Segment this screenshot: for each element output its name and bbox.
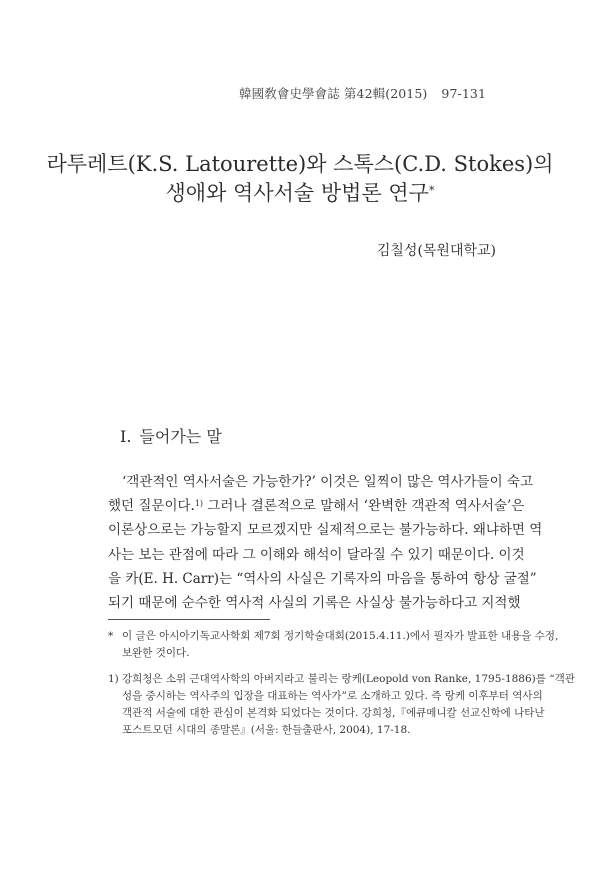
footnote	[108, 628, 559, 662]
footnote-divider	[108, 619, 270, 620]
journal-name: 韓國敎會史學會誌 第42輯(2015)	[239, 86, 428, 101]
section-title: 들어가는 말	[139, 427, 222, 446]
footnote-line: 보완한 것이다.	[122, 647, 190, 659]
body-line: 되기 때문에 순수한 역사적 사실의 기록은 사실상 불가능하다고 지적했	[108, 595, 521, 612]
footnote-line: 포스트모던 시대의 종말론』(서울: 한들출판사, 2004), 17-18.	[122, 724, 411, 736]
body-line: ‘객관적인 역사서술은 가능한가?’ 이것은 일찍이 많은 역사가들이 숙고	[122, 474, 534, 490]
body-paragraph	[108, 470, 543, 615]
footnote-line: 강희청은 소위 근대역사학의 아버지라고 불리는 랑케(Leopold von Ranke, 1795-1886)를 “객관	[122, 673, 575, 685]
footnote-line: 객관적 서술에 대한 관심이 본격화 되었다는 것이다. 강희청,『에큐메니칼 선교신학에 나타난	[122, 707, 545, 719]
body-line: 을 카(E. H. Carr)는 “역사의 사실은 기록자의 마음을 통하여 항상 굴절”	[108, 570, 537, 587]
title-line-1: 라투레트(K.S. Latourette)와 스톡스(C.D. Stokes)의	[46, 152, 554, 176]
footnotes	[108, 628, 575, 748]
body-line: 사는 보는 관점에 따라 그 이해와 해석이 달라질 수 있기 때문이다. 이것	[108, 546, 525, 563]
footnote-reference: 1)	[194, 499, 204, 509]
footnote	[108, 671, 575, 739]
title-line-2	[0, 179, 600, 208]
section-number: I.	[120, 427, 132, 446]
article-title	[0, 150, 600, 208]
body-line-segment: 했던 질문이다.	[108, 498, 195, 515]
footnote-line: 이 글은 아시아기독교사학회 제7회 정기학술대회(2015.4.11.)에서 필자가 발표한 내용을 수정,	[122, 630, 559, 642]
title-line-2-text: 생애와 역사서술 방법론 연구	[165, 181, 429, 205]
page-range: 97-131	[441, 86, 486, 101]
body-line	[108, 494, 525, 518]
body-line-segment: 그러나 결론적으로 말해서 ‘완벽한 객관적 역사서술’은	[207, 498, 525, 515]
body-line: 이론상으로는 가능할지 모르겠지만 실제적으로는 불가능하다. 왜냐하면 역	[108, 522, 543, 539]
running-header	[239, 84, 486, 102]
title-footnote-marker: *	[428, 184, 435, 197]
footnote-line: 성을 중시하는 역사주의 입장을 대표하는 역사가”로 소개하고 있다. 즉 랑케 이후부터 역사의	[122, 690, 543, 702]
footnote-mark: *	[108, 630, 114, 642]
section-heading	[120, 424, 222, 447]
author-affiliation: 김칠성(목원대학교)	[376, 243, 496, 259]
footnote-mark: 1)	[108, 673, 119, 685]
